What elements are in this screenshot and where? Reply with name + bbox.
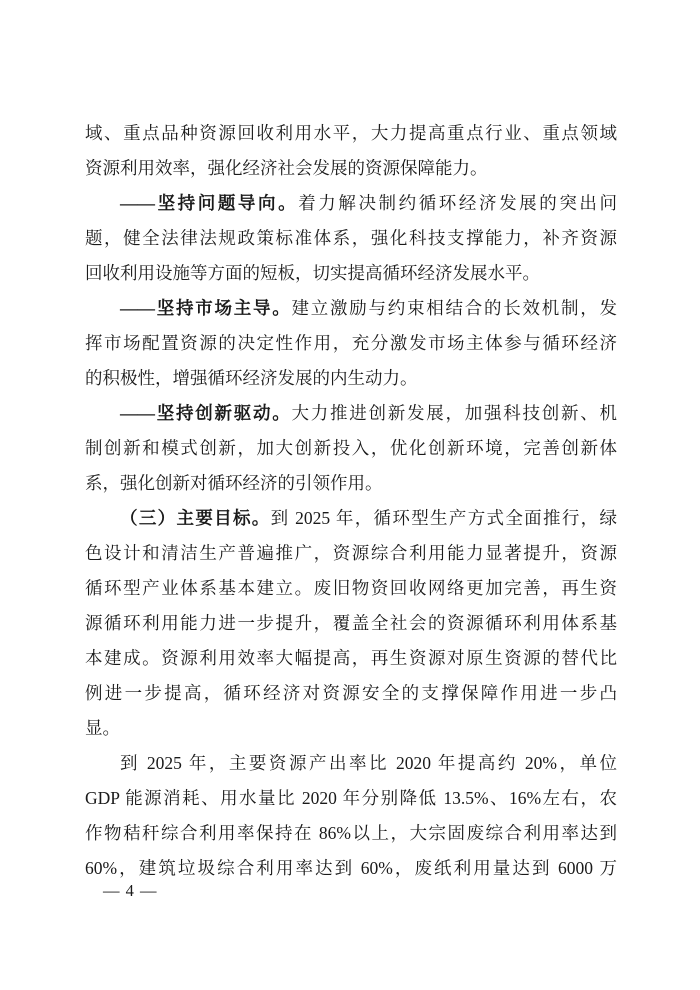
document-line: [85, 536, 617, 571]
lead-emphasis-text: （三）主要目标。: [120, 508, 271, 528]
document-body: [85, 116, 617, 886]
document-line: [85, 816, 617, 851]
lead-emphasis-text: ——坚持创新驱动。: [120, 403, 292, 423]
body-text: 着力解决制约循环经济发展的突出问: [298, 193, 618, 213]
document-line: [85, 256, 617, 291]
body-text: 制创新和模式创新，加大创新投入，优化创新环境，完善创新体: [85, 438, 617, 458]
document-line: [85, 851, 617, 886]
body-text: 本建成。资源利用效率大幅提高，再生资源对原生资源的替代比: [85, 648, 617, 668]
document-line: [85, 501, 617, 536]
document-line: [85, 221, 617, 256]
body-text: 的积极性，增强循环经济发展的内生动力。: [85, 368, 418, 388]
document-line: [85, 676, 617, 711]
page-number: — 4 —: [103, 881, 158, 900]
document-line: [85, 606, 617, 641]
body-text: 挥市场配置资源的决定性作用，充分激发市场主体参与循环经济: [85, 333, 617, 353]
body-text: 建立激励与约束相结合的长效机制，发: [291, 298, 617, 318]
lead-emphasis-text: ——坚持市场主导。: [120, 298, 292, 318]
document-line: [85, 571, 617, 606]
body-text: 作物秸秆综合利用率保持在 86%以上，大宗固废综合利用率达到: [85, 823, 617, 843]
body-text: 循环型产业体系基本建立。废旧物资回收网络更加完善，再生资: [85, 578, 617, 598]
body-text: 回收利用设施等方面的短板，切实提高循环经济发展水平。: [85, 263, 540, 283]
document-line: [85, 711, 617, 746]
document-line: [85, 361, 617, 396]
document-line: [85, 641, 617, 676]
document-line: [85, 466, 617, 501]
document-line: [85, 431, 617, 466]
body-text: GDP 能源消耗、用水量比 2020 年分别降低 13.5%、16%左右，农: [85, 788, 617, 808]
body-text: 到 2025 年，循环型生产方式全面推行，绿: [270, 508, 617, 528]
body-text: 色设计和清洁生产普遍推广，资源综合利用能力显著提升，资源: [85, 543, 617, 563]
document-line: [85, 746, 617, 781]
lead-emphasis-text: ——坚持问题导向。: [120, 193, 299, 213]
body-text: 例进一步提高，循环经济对资源安全的支撑保障作用进一步凸: [85, 683, 617, 703]
body-text: 60%，建筑垃圾综合利用率达到 60%，废纸利用量达到 6000 万: [85, 858, 617, 878]
body-text: 源循环利用能力进一步提升，覆盖全社会的资源循环利用体系基: [85, 613, 617, 633]
body-text: 到 2025 年，主要资源产出率比 2020 年提高约 20%，单位: [120, 753, 617, 773]
body-text: 系，强化创新对循环经济的引领作用。: [85, 473, 383, 493]
body-text: 资源利用效率，强化经济社会发展的资源保障能力。: [85, 158, 488, 178]
body-text: 大力推进创新发展，加强科技创新、机: [291, 403, 617, 423]
body-text: 显。: [85, 718, 120, 738]
body-text: 域、重点品种资源回收利用水平，大力提高重点行业、重点领域: [85, 123, 617, 143]
document-line: [85, 396, 617, 431]
document-line: [85, 116, 617, 151]
document-line: [85, 186, 617, 221]
document-line: [85, 291, 617, 326]
body-text: 题，健全法律法规政策标准体系，强化科技支撑能力，补齐资源: [85, 228, 617, 248]
document-line: [85, 326, 617, 361]
document-line: [85, 781, 617, 816]
document-line: [85, 151, 617, 186]
